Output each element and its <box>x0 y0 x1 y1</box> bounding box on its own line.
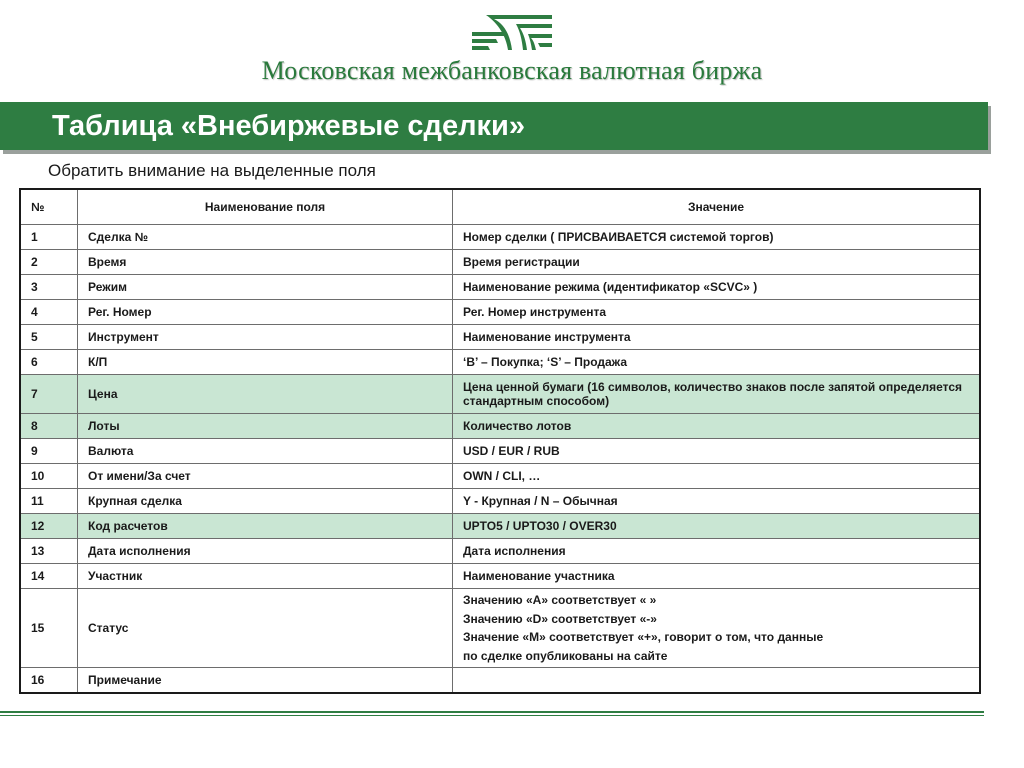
field-value: USD / EUR / RUB <box>453 439 981 464</box>
field-name: Валюта <box>78 439 453 464</box>
status-value-line: Значение «M» соответствует «+», говорит о том, что данные <box>463 630 824 644</box>
field-name: Лоты <box>78 414 453 439</box>
table-row <box>20 589 980 668</box>
organization-name: Московская межбанковская валютная биржа <box>261 56 763 85</box>
row-number: 4 <box>20 300 78 325</box>
field-name: Дата исполнения <box>78 539 453 564</box>
column-header-field-name: Наименование поля <box>78 189 453 225</box>
field-name: Статус <box>78 589 453 668</box>
exchange-logo-icon <box>470 12 554 54</box>
status-value-line: Значению «А» соответствует « » <box>463 593 657 607</box>
field-value: Наименование инструмента <box>453 325 981 350</box>
field-name: Инструмент <box>78 325 453 350</box>
row-number: 10 <box>20 464 78 489</box>
row-number: 2 <box>20 250 78 275</box>
page-title: Таблица «Внебиржевые сделки» <box>52 110 525 142</box>
field-name: Примечание <box>78 668 453 694</box>
field-value: Номер сделки ( ПРИСВАИВАЕТСЯ системой торгов) <box>453 225 981 250</box>
column-header-number: № <box>20 189 78 225</box>
row-number: 6 <box>20 350 78 375</box>
field-name: Рег. Номер <box>78 300 453 325</box>
field-name: Сделка № <box>78 225 453 250</box>
field-value <box>453 668 981 694</box>
field-value: Дата исполнения <box>453 539 981 564</box>
field-name: Режим <box>78 275 453 300</box>
field-value: UPTO5 / UPTO30 / OVER30 <box>453 514 981 539</box>
table-row <box>20 325 980 350</box>
field-name: Участник <box>78 564 453 589</box>
row-number: 7 <box>20 375 78 414</box>
footer-divider <box>0 711 984 713</box>
field-value: Время регистрации <box>453 250 981 275</box>
footer-divider <box>0 715 984 716</box>
table-row <box>20 275 980 300</box>
table-row <box>20 350 980 375</box>
row-number: 14 <box>20 564 78 589</box>
row-number: 12 <box>20 514 78 539</box>
table-row <box>20 489 980 514</box>
status-value-line: по сделке опубликованы на сайте <box>463 648 668 663</box>
row-number: 15 <box>20 589 78 668</box>
field-name: Цена <box>78 375 453 414</box>
field-name: К/П <box>78 350 453 375</box>
table-row <box>20 439 980 464</box>
table-row <box>20 668 980 694</box>
field-value <box>453 589 981 668</box>
row-number: 16 <box>20 668 78 694</box>
field-value: Цена ценной бумаги (16 символов, количество знаков после запятой определяется стандартным способом) <box>453 375 981 414</box>
subtitle: Обратить внимание на выделенные поля <box>48 161 376 180</box>
row-number: 8 <box>20 414 78 439</box>
field-value: Y - Крупная / N – Обычная <box>453 489 981 514</box>
field-value: ‘B’ – Покупка; ‘S’ – Продажа <box>453 350 981 375</box>
table-row <box>20 250 980 275</box>
table-row <box>20 225 980 250</box>
row-number: 5 <box>20 325 78 350</box>
field-name: От имени/За счет <box>78 464 453 489</box>
table-row <box>20 464 980 489</box>
field-value: Наименование режима (идентификатор «SCVC» ) <box>453 275 981 300</box>
row-number: 1 <box>20 225 78 250</box>
table-row-highlighted <box>20 414 980 439</box>
row-number: 9 <box>20 439 78 464</box>
field-value: Рег. Номер инструмента <box>453 300 981 325</box>
row-number: 13 <box>20 539 78 564</box>
field-name: Время <box>78 250 453 275</box>
field-value: OWN / CLI, … <box>453 464 981 489</box>
table-row-highlighted <box>20 375 980 414</box>
column-header-value: Значение <box>453 189 981 225</box>
table-row-highlighted <box>20 514 980 539</box>
table-header-row <box>20 189 980 225</box>
row-number: 11 <box>20 489 78 514</box>
table-row <box>20 564 980 589</box>
row-number: 3 <box>20 275 78 300</box>
table-row <box>20 539 980 564</box>
title-bar <box>0 102 988 150</box>
status-value-line: Значению «D» соответствует «-» <box>463 611 657 626</box>
table-row <box>20 300 980 325</box>
field-value: Наименование участника <box>453 564 981 589</box>
field-name: Код расчетов <box>78 514 453 539</box>
field-name: Крупная сделка <box>78 489 453 514</box>
fields-table <box>19 188 981 694</box>
field-value: Количество лотов <box>453 414 981 439</box>
